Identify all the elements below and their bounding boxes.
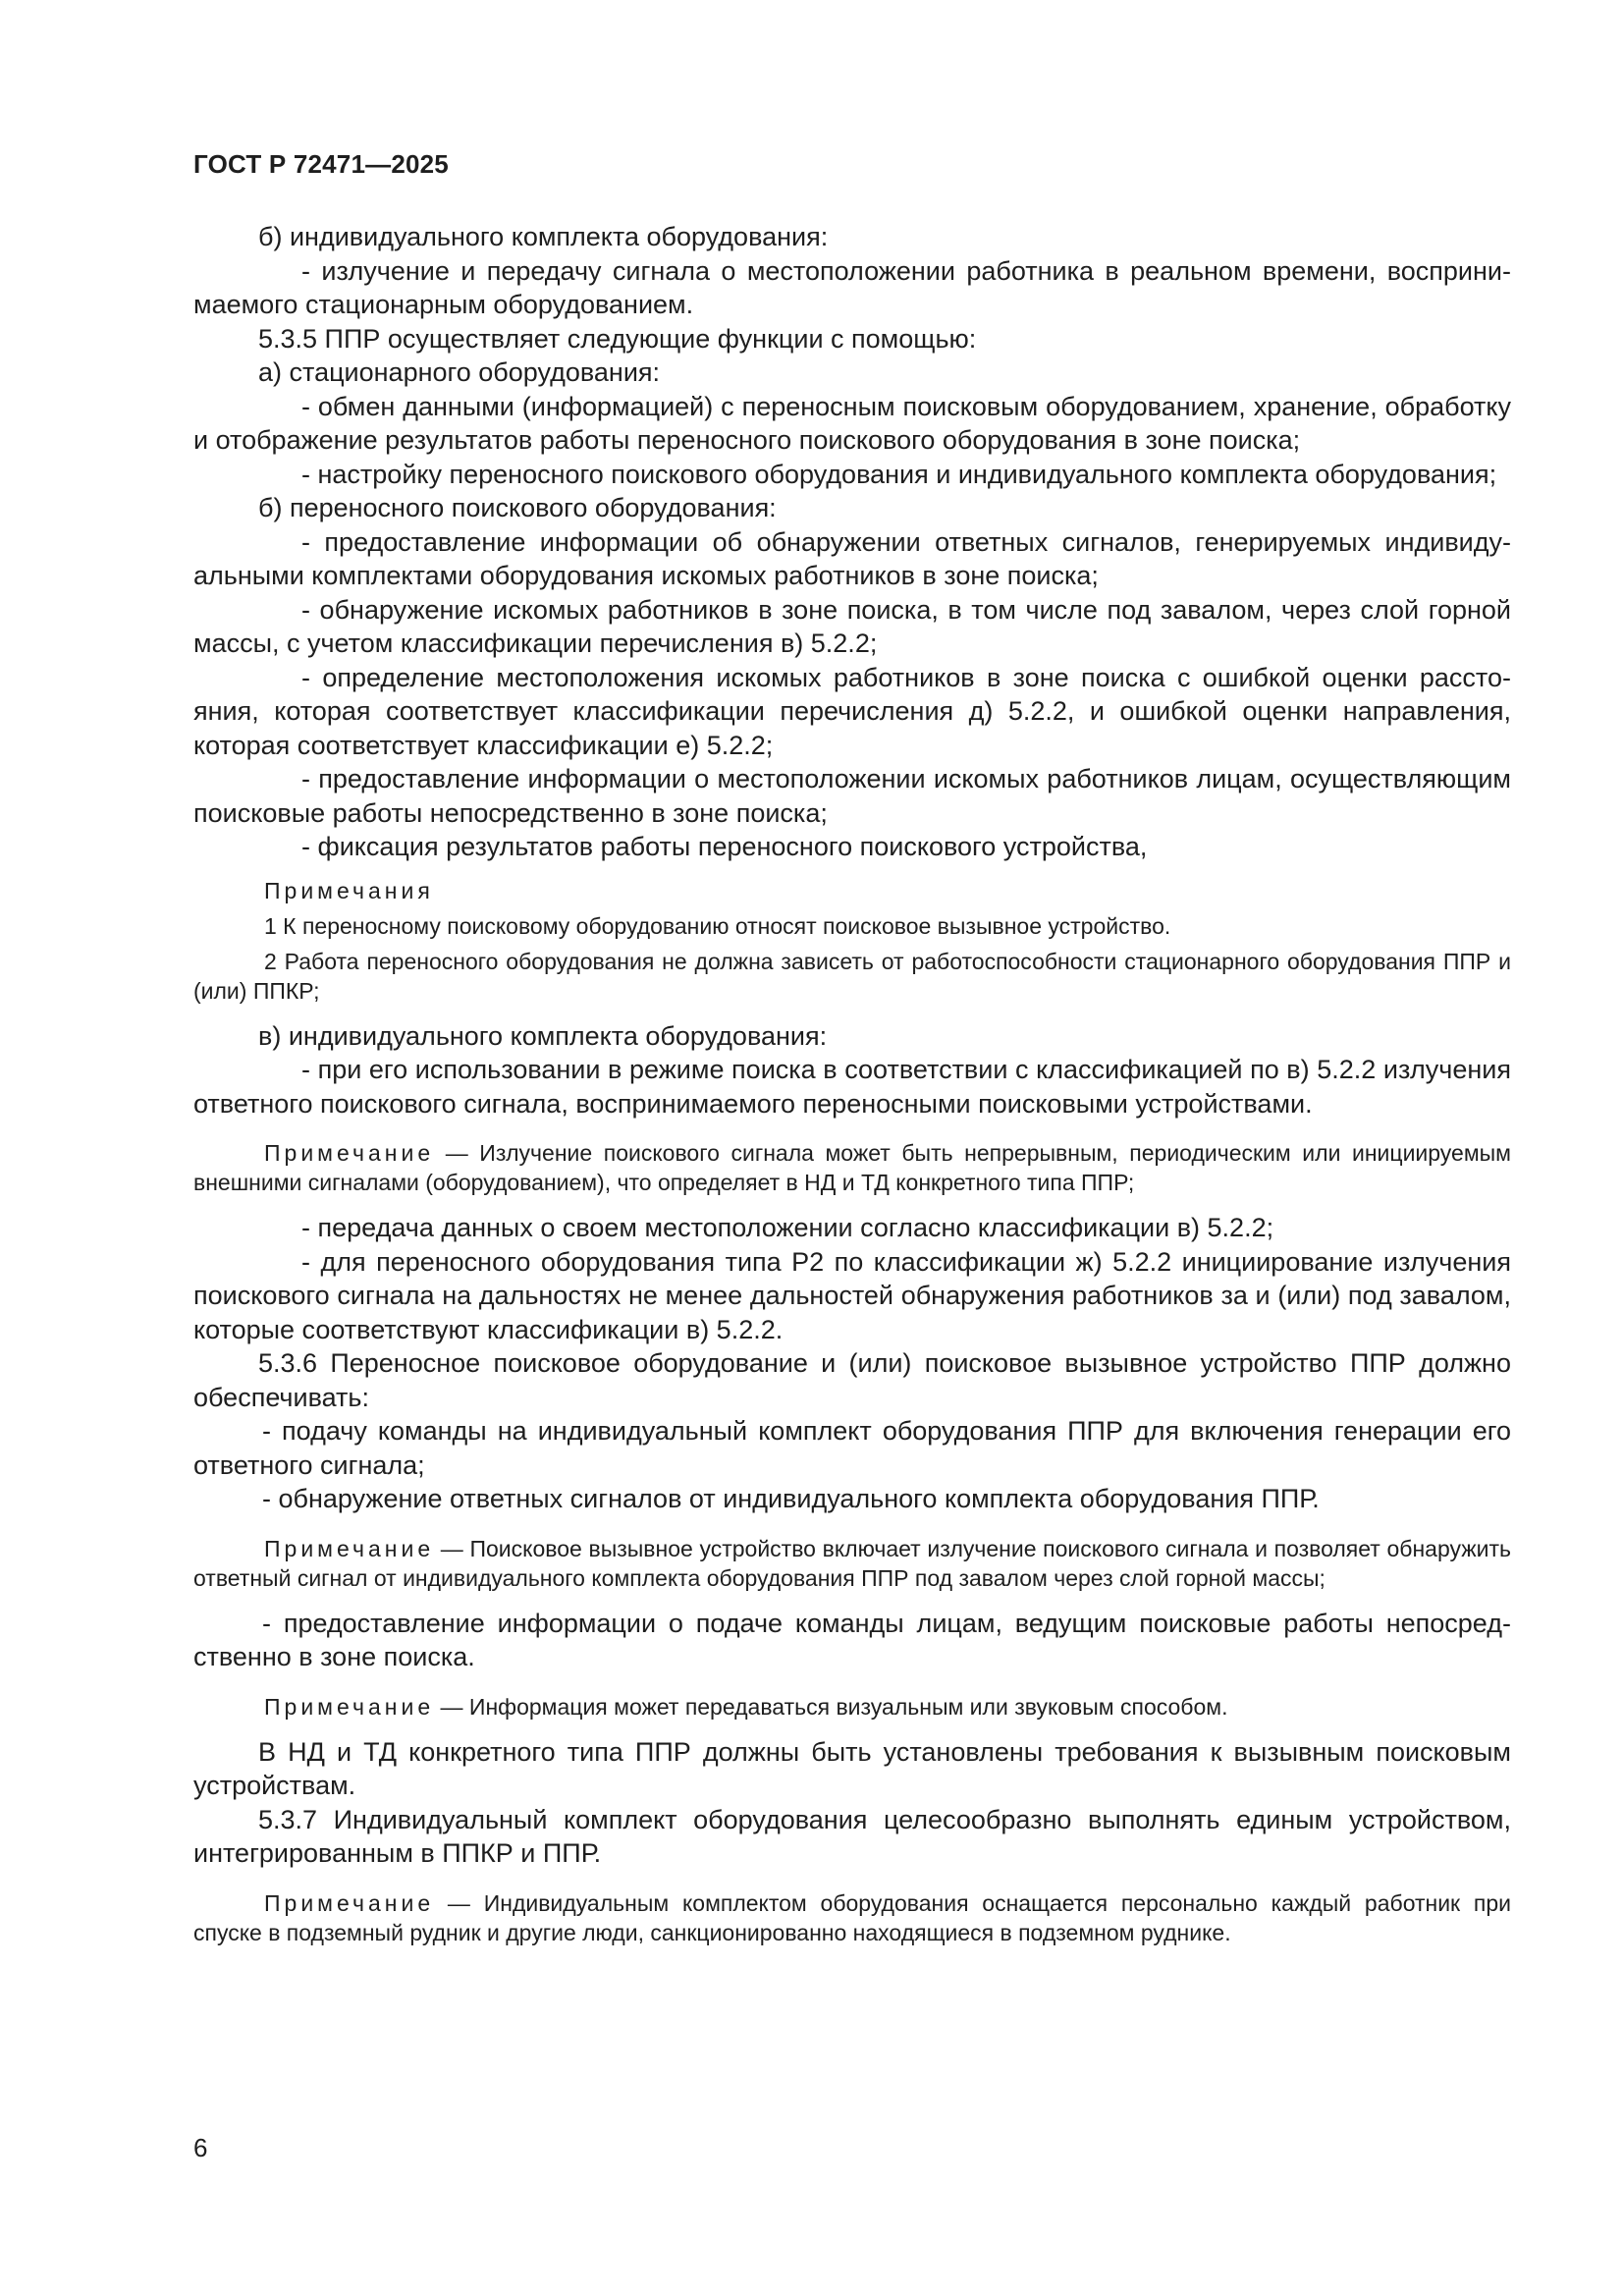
- list-item: - предоставление информации о местоположении искомых работников лицам, осуществляющим поисковые работы непосредственно в зоне поиска;: [193, 764, 1511, 828]
- list-item: - подачу команды на индивидуальный комплект оборудования ППР для включения генерации его ответного сигнала;: [193, 1416, 1511, 1480]
- list-item: - передача данных о своем местоположении согласно классификации в) 5.2.2;: [301, 1213, 1274, 1242]
- note-text: — Излучение поискового сигнала может быть непрерывным, периодическим или инициируемым внешними сигналами (оборудованием), что определяет в НД и ТД конкретного типа ППР;: [193, 1140, 1511, 1195]
- list-item: - излучение и передачу сигнала о местоположении работника в реальном времени, воспринимаемого стационарным оборудованием.: [193, 255, 1511, 319]
- list-item: - определение местоположения искомых работников в зоне поиска с ошибкой оценки расстояния, которая соответствует классификации перечисления д) 5.2.2, и ошибкой оценки направления, которая соответствует классификации е) 5.2.2;: [193, 662, 1511, 760]
- note-label: Примечание: [264, 1140, 435, 1166]
- list-item: - обнаружение искомых работников в зоне поиска, в том числе под завалом, через слой горной массы, с учетом классификации перечисления в) 5.2.2;: [193, 594, 1511, 658]
- list-item: - предоставление информации о подаче команды лицам, ведущим поисковые работы непосредственно в зоне поиска.: [193, 1608, 1511, 1671]
- note: [193, 1692, 1511, 1722]
- paragraph: в) индивидуального комплекта оборудования:: [258, 1020, 828, 1051]
- note-text: — Информация может передаваться визуальным или звуковым способом.: [434, 1693, 1228, 1720]
- note: [193, 1534, 1511, 1593]
- document-header: ГОСТ Р 72471—2025: [193, 149, 449, 179]
- list-item: - обмен данными (информацией) с переносным поисковым оборудованием, хранение, обработку и отображение результатов работы переносного поискового оборудования в зоне поиска;: [193, 391, 1511, 455]
- list-item: - при его использовании в режиме поиска в соответствии с классификацией по в) 5.2.2 излучения ответного поискового сигнала, воспринимаемого переносными поисковыми устройствами.: [193, 1055, 1511, 1119]
- section-5-3-7: 5.3.7 Индивидуальный комплект оборудования целесообразно выполнять единым устройством, интегрированным в ППКР и ППР.: [193, 1804, 1511, 1868]
- list-item: - фиксация результатов работы переносного поискового устройства,: [301, 832, 1148, 861]
- note-item: 1 К переносному поисковому оборудованию относят поисковое вызывное устройство.: [264, 912, 1171, 939]
- paragraph: В НД и ТД конкретного типа ППР должны быть установлены требования к вызывным поисковым устройствам.: [193, 1736, 1511, 1800]
- note-text: — Поисковое вызывное устройство включает излучение поискового сигнала и позволяет обнаружить ответный сигнал от индивидуального комплекта оборудования ППР под завалом через слой горной массы;: [193, 1535, 1511, 1591]
- list-item: - предоставление информации об обнаружении ответных сигналов, генерируемых индивидуальными комплектами оборудования искомых работников в зоне поиска;: [193, 526, 1511, 590]
- note-text: — Индивидуальным комплектом оборудования оснащается персонально каждый работник при спуске в подземный рудник и другие люди, санкционированно находящиеся в подземном руднике.: [193, 1889, 1511, 1945]
- paragraph: б) индивидуального комплекта оборудования:: [258, 222, 829, 251]
- document-body: [193, 220, 1511, 1947]
- note-label: Примечание: [264, 1535, 435, 1561]
- note: [193, 1138, 1511, 1197]
- section-5-3-6: 5.3.6 Переносное поисковое оборудование и (или) поисковое вызывное устройство ППР должно обеспечивать:: [193, 1348, 1511, 1412]
- notes-heading: Примечания: [264, 877, 434, 903]
- list-item: - обнаружение ответных сигналов от индивидуального комплекта оборудования ППР.: [262, 1484, 1320, 1513]
- note: [193, 1888, 1511, 1947]
- list-item: - для переносного оборудования типа Р2 по классификации ж) 5.2.2 инициирование излучения поискового сигнала на дальностях не менее дальностей обнаружения работников за и (или) под завалом, которые соответствуют классификации в) 5.2.2.: [193, 1246, 1511, 1344]
- page-number: 6: [193, 2133, 208, 2162]
- section-5-3-5: 5.3.5 ППР осуществляет следующие функции с помощью:: [258, 323, 977, 354]
- note-label: Примечание: [264, 1889, 435, 1916]
- paragraph: а) стационарного оборудования:: [258, 357, 661, 387]
- list-item: - настройку переносного поискового оборудования и индивидуального комплекта оборудования;: [301, 459, 1497, 489]
- paragraph: б) переносного поискового оборудования:: [258, 493, 777, 522]
- note-label: Примечание: [264, 1693, 435, 1720]
- note-item: 2 Работа переносного оборудования не должна зависеть от работоспособности стационарного оборудования ППР и (или) ППКР;: [193, 948, 1511, 1004]
